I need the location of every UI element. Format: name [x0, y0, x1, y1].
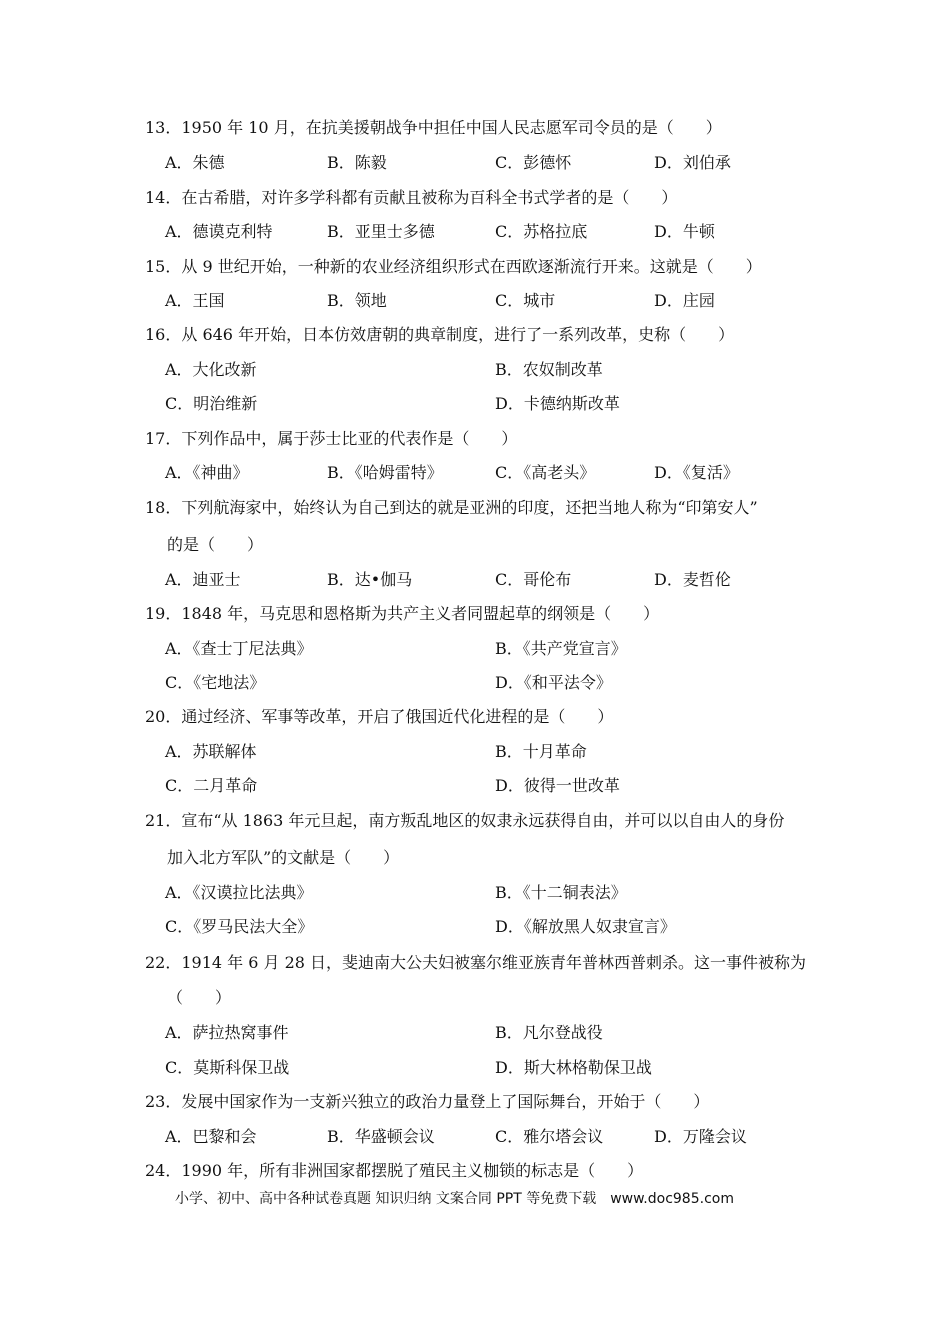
question-18-stem: 18．下列航海家中，始终认为自己到达的就是亚洲的印度，还把当地人称为“印第安人” — [145, 498, 758, 517]
q14-option-c: C．苏格拉底 — [495, 222, 588, 241]
q20-option-a: A．苏联解体 — [165, 742, 257, 761]
q20-option-b: B．十月革命 — [495, 742, 587, 761]
q15-option-c: C．城市 — [495, 291, 556, 310]
question-21-stem-cont: 加入北方军队”的文献是（ ） — [167, 848, 400, 867]
q18-option-a: A．迪亚士 — [165, 570, 241, 589]
q23-option-c: C．雅尔塔会议 — [495, 1127, 604, 1146]
q13-option-d: D．刘伯承 — [654, 153, 731, 172]
q18-option-c: C．哥伦布 — [495, 570, 572, 589]
q19-option-b: B．《共产党宣言》 — [495, 639, 627, 658]
q16-option-a: A．大化改新 — [165, 360, 257, 379]
q16-option-c: C．明治维新 — [165, 394, 258, 413]
q21-option-b: B．《十二铜表法》 — [495, 883, 627, 902]
q14-option-b: B．亚里士多德 — [327, 222, 435, 241]
q23-option-a: A．巴黎和会 — [165, 1127, 257, 1146]
q20-option-c: C．二月革命 — [165, 776, 258, 795]
question-21-stem: 21．宣布“从 1863 年元旦起，南方叛乱地区的奴隶永远获得自由，并可以以自由人的身份 — [145, 811, 785, 830]
q16-option-d: D．卡德纳斯改革 — [495, 394, 620, 413]
q18-option-d: D．麦哲伦 — [654, 570, 731, 589]
q14-option-d: D．牛顿 — [654, 222, 715, 241]
question-18-stem-cont: 的是（ ） — [167, 535, 264, 554]
q20-option-d: D．彼得一世改革 — [495, 776, 620, 795]
q15-option-b: B．领地 — [327, 291, 387, 310]
q17-option-c: C．《高老头》 — [495, 463, 596, 482]
q13-option-c: C．彭德怀 — [495, 153, 572, 172]
question-22-stem-cont: （ ） — [167, 988, 232, 1007]
q13-option-a: A．朱德 — [165, 153, 225, 172]
question-16-stem: 16．从 646 年开始，日本仿效唐朝的典章制度，进行了一系列改革，史称（ ） — [145, 325, 735, 344]
question-22-stem: 22．1914 年 6 月 28 日，斐迪南大公夫妇被塞尔维亚族青年普林西普刺杀。这一事件被称为 — [145, 953, 807, 972]
question-19-stem: 19．1848 年，马克思和恩格斯为共产主义者同盟起草的纲领是（ ） — [145, 604, 660, 623]
q14-option-a: A．德谟克利特 — [165, 222, 273, 241]
question-15-stem: 15．从 9 世纪开始，一种新的农业经济组织形式在西欧逐渐流行开来。这就是（ ） — [145, 257, 762, 276]
q19-option-c: C．《宅地法》 — [165, 673, 266, 692]
q17-option-b: B．《哈姆雷特》 — [327, 463, 443, 482]
q18-option-b: B．达•伽马 — [327, 570, 413, 589]
q23-option-b: B．华盛顿会议 — [327, 1127, 435, 1146]
question-13-stem: 13．1950 年 10 月，在抗美援朝战争中担任中国人民志愿军司令员的是（ ） — [145, 118, 722, 137]
q21-option-a: A．《汉谟拉比法典》 — [165, 883, 313, 902]
q13-option-b: B．陈毅 — [327, 153, 387, 172]
q19-option-d: D．《和平法令》 — [495, 673, 612, 692]
question-14-stem: 14．在古希腊，对许多学科都有贡献且被称为百科全书式学者的是（ ） — [145, 188, 678, 207]
q16-option-b: B．农奴制改革 — [495, 360, 603, 379]
q17-option-a: A．《神曲》 — [165, 463, 249, 482]
q21-option-d: D．《解放黑人奴隶宣言》 — [495, 917, 676, 936]
question-17-stem: 17．下列作品中，属于莎士比亚的代表作是（ ） — [145, 429, 518, 448]
q15-option-d: D．庄园 — [654, 291, 715, 310]
question-23-stem: 23．发展中国家作为一支新兴独立的政治力量登上了国际舞台，开始于（ ） — [145, 1092, 710, 1111]
q22-option-c: C．莫斯科保卫战 — [165, 1058, 290, 1077]
footer-text: 小学、初中、高中各种试卷真题 知识归纳 文案合同 PPT 等免费下载 www.doc985.com — [175, 1191, 734, 1207]
q22-option-b: B．凡尔登战役 — [495, 1023, 603, 1042]
question-20-stem: 20．通过经济、军事等改革，开启了俄国近代化进程的是（ ） — [145, 707, 614, 726]
q22-option-d: D．斯大林格勒保卫战 — [495, 1058, 652, 1077]
q23-option-d: D．万隆会议 — [654, 1127, 747, 1146]
q21-option-c: C．《罗马民法大全》 — [165, 917, 314, 936]
q17-option-d: D．《复活》 — [654, 463, 739, 482]
question-24-stem: 24．1990 年，所有非洲国家都摆脱了殖民主义枷锁的标志是（ ） — [145, 1161, 644, 1180]
q22-option-a: A．萨拉热窝事件 — [165, 1023, 289, 1042]
q19-option-a: A．《查士丁尼法典》 — [165, 639, 313, 658]
q15-option-a: A．王国 — [165, 291, 225, 310]
